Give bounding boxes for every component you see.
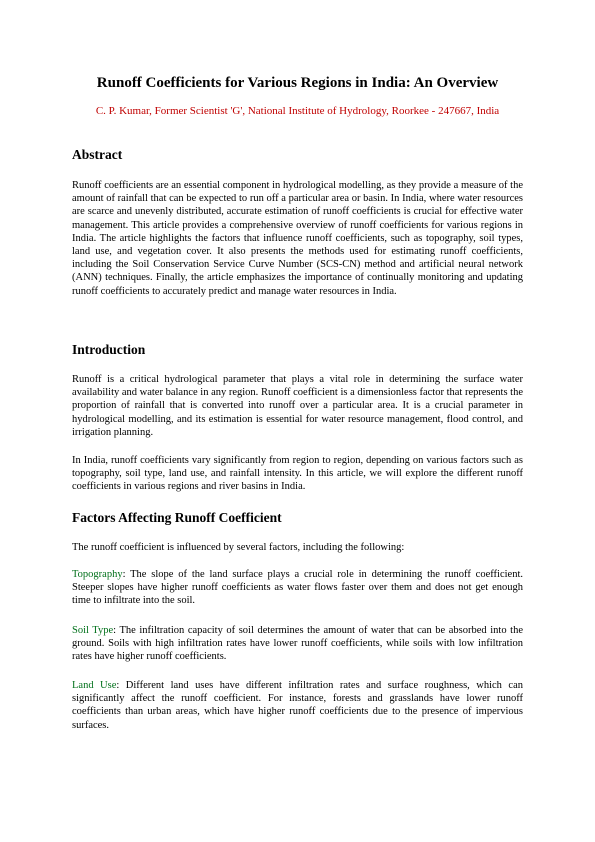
factor-description: : The slope of the land surface plays a crucial role in determining the runoff coefficient. Steeper slopes have higher runoff coefficients as water flows faster over them and does not get enough time to infiltrate into the soil.	[72, 569, 523, 607]
introduction-heading: Introduction	[72, 342, 146, 357]
factor-term: Soil Type	[72, 625, 114, 636]
factor-description: : Different land uses have different infiltration rates and surface roughness, which can significantly affect the runoff coefficient. For instance, forests and grasslands have lower runoff coefficients than urban areas, which have higher runoff coefficients due to the presence of impervious surfaces.	[72, 680, 523, 731]
factor-item	[72, 624, 523, 664]
factors-intro: The runoff coefficient is influenced by several factors, including the following:	[72, 542, 405, 553]
introduction-paragraph: In India, runoff coefficients vary significantly from region to region, depending on various factors such as topography, soil type, land use, and rainfall intensity. In this article, we will explore the different runoff coefficients in various regions and river basins in India.	[72, 455, 523, 493]
factor-item	[72, 568, 523, 608]
factors-heading: Factors Affecting Runoff Coefficient	[72, 510, 282, 525]
introduction-paragraph: Runoff is a critical hydrological parameter that plays a vital role in determining the surface water availability and water balance in any region. Runoff coefficient is a dimensionless factor that represents the proportion of rainfall that is converted into runoff over a particular area. It is a crucial parameter in hydrological modelling, and its estimation is essential for water resource management, flood control, and irrigation planning.	[72, 374, 523, 438]
paper-title: Runoff Coefficients for Various Regions in India: An Overview	[96, 75, 499, 91]
factor-term: Land Use	[72, 680, 117, 691]
author-line: C. P. Kumar, Former Scientist 'G', National Institute of Hydrology, Roorkee - 247667, India	[95, 105, 500, 117]
factor-item	[72, 679, 523, 732]
factor-term: Topography	[72, 569, 123, 580]
factor-description: : The infiltration capacity of soil determines the amount of water that can be absorbed into the ground. Soils with high infiltration rates have lower runoff coefficients, while soils with low infiltration rates have higher runoff coefficients.	[72, 625, 523, 663]
abstract-heading: Abstract	[72, 147, 123, 162]
abstract-text: Runoff coefficients are an essential component in hydrological modelling, as they provide a measure of the amount of rainfall that can be expected to run off a particular area or basin. In India, where water resources are scarce and unevenly distributed, accurate estimation of runoff coefficients is crucial for effective water management. This article provides a comprehensive overview of runoff coefficients for various regions in India. The article highlights the factors that influence runoff coefficients, such as topography, soil types, land use, and vegetation cover. It also presents the methods used for estimating runoff coefficients, including the Soil Conservation Service Curve Number (SCS-CN) method and artificial neural network (ANN) techniques. Finally, the article emphasizes the importance of continually monitoring and updating runoff coefficients to accurately predict and manage water resources in India.	[72, 180, 523, 297]
